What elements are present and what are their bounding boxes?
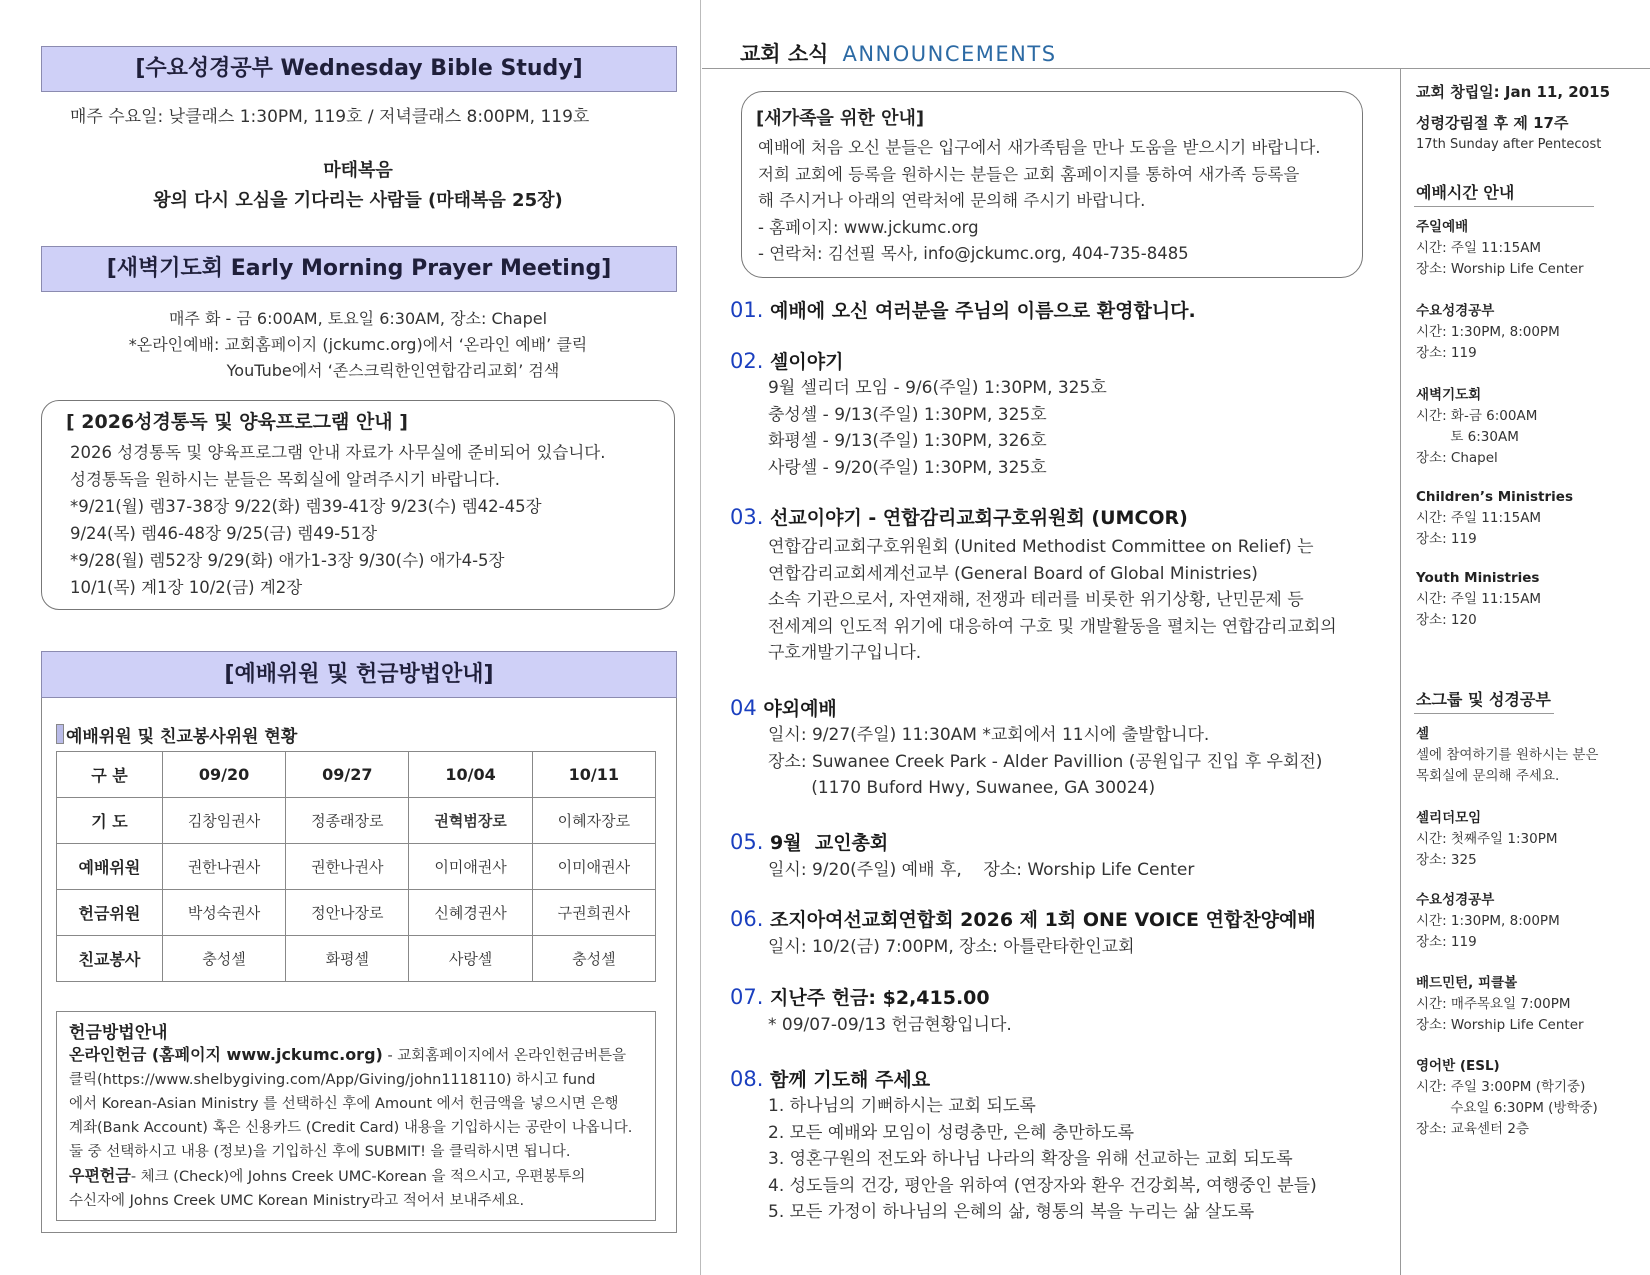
sidebar-divider bbox=[1400, 69, 1401, 1275]
youtube-line: YouTube에서 ‘존스크릭한인연합감리교회’ 검색 bbox=[226, 361, 560, 380]
body-line: 일시: 9/27(주일) 11:30AM *교회에서 11시에 출발합니다. bbox=[768, 725, 1210, 745]
item-number: 05. bbox=[730, 830, 764, 854]
worship-place: 장소: 120 bbox=[1416, 612, 1477, 628]
worship-morning-prayer bbox=[1416, 385, 1537, 469]
mail-offering-text: - 체크 (Check)에 Johns Creek UMC-Korean 을 적으시고, 우편봉투의 bbox=[130, 1169, 586, 1185]
item-heading: 예배에 오신 여러분을 주님의 이름으로 환영합니다. bbox=[770, 300, 1196, 322]
online-offering-line: 에서 Korean-Asian Ministry 를 선택하신 후에 Amount 에서 헌금액을 넣으시면 은행 bbox=[69, 1096, 619, 1112]
duty-title: [예배위원 및 헌금방법안내] bbox=[41, 651, 677, 698]
announcement-02 bbox=[730, 347, 843, 374]
announcement-06 bbox=[730, 905, 1316, 932]
worship-name: Children’s Ministries bbox=[1416, 489, 1573, 505]
group-name: 영어반 (ESL) bbox=[1416, 1058, 1500, 1074]
worship-times-title: 예배시간 안내 bbox=[1416, 183, 1515, 202]
worship-place: 장소: 119 bbox=[1416, 345, 1477, 361]
list-item: 2. 모든 예배와 모임이 성령충만, 은혜 충만하도록 bbox=[768, 1122, 1135, 1143]
body-line: (1170 Buford Hwy, Suwanee, GA 30024) bbox=[768, 778, 1156, 798]
duty-table bbox=[56, 751, 656, 982]
item-number: 02. bbox=[730, 349, 764, 373]
table-cell: 사랑셀 bbox=[409, 936, 532, 982]
table-cell: 이미애권사 bbox=[409, 844, 532, 890]
online-worship-line: *온라인예배: 교회홈페이지 (jckumc.org)에서 ‘온라인 예배’ 클릭 bbox=[128, 335, 588, 354]
liturgical-season-en: 17th Sunday after Pentecost bbox=[1416, 137, 1602, 152]
announcement-04 bbox=[730, 694, 837, 721]
item-heading: 셀이야기 bbox=[770, 351, 844, 373]
group-detail: 시간: 첫째주일 1:30PM bbox=[1416, 831, 1558, 847]
announcement-03 bbox=[730, 503, 1188, 530]
item-number: 07. bbox=[730, 985, 764, 1009]
worship-time: 시간: 주일 11:15AM bbox=[1416, 510, 1542, 526]
body-line: 9월 셀리더 모임 - 9/6(주일) 1:30PM, 325호 bbox=[768, 378, 1107, 398]
worship-title-rule bbox=[1414, 206, 1594, 207]
item-heading: 함께 기도해 주세요 bbox=[770, 1069, 931, 1091]
bible-reading-line: 2026 성경통독 및 양육프로그램 안내 자료가 사무실에 준비되어 있습니다. bbox=[70, 443, 606, 462]
announcement-07 bbox=[730, 983, 990, 1010]
table-cell: 박성숙권사 bbox=[162, 890, 285, 936]
worship-place: 장소: Worship Life Center bbox=[1416, 261, 1584, 277]
body-line: 연합감리교회세계선교부 (General Board of Global Ministries) bbox=[768, 563, 1258, 584]
group-detail: 장소: 119 bbox=[1416, 934, 1477, 950]
worship-wednesday bbox=[1416, 301, 1560, 364]
announcements-title bbox=[740, 38, 1057, 68]
group-wednesday-study bbox=[1416, 890, 1560, 953]
newcomer-line: 예배에 처음 오신 분들은 입구에서 새가족팀을 만나 도움을 받으시기 바랍니다. bbox=[758, 138, 1321, 157]
body-line: 화평셀 - 9/13(주일) 1:30PM, 326호 bbox=[768, 431, 1047, 451]
body-line: * 09/07-09/13 헌금현황입니다. bbox=[768, 1015, 1012, 1035]
body-line: 일시: 9/20(주일) 예배 후, 장소: Worship Life Center bbox=[768, 860, 1195, 880]
item-number: 08. bbox=[730, 1067, 764, 1091]
liturgical-season: 성령강림절 후 제 17주 bbox=[1416, 114, 1569, 132]
body-line: 사랑셀 - 9/20(주일) 1:30PM, 325호 bbox=[768, 457, 1047, 478]
newcomer-homepage: - 홈페이지: www.jckumc.org bbox=[758, 217, 979, 237]
newcomer-line: 해 주시거나 아래의 연락처에 문의해 주시기 바랍니다. bbox=[758, 191, 1146, 210]
worship-time: 시간: 화-금 6:00AM bbox=[1416, 408, 1538, 424]
item-heading: 지난주 헌금: $2,415.00 bbox=[770, 987, 990, 1009]
worship-time: 시간: 주일 11:15AM bbox=[1416, 591, 1542, 607]
online-offering-text: - 교회홈페이지에서 온라인헌금버튼을 bbox=[382, 1048, 627, 1064]
row-label: 헌금위원 bbox=[57, 890, 163, 936]
worship-time: 시간: 주일 11:15AM bbox=[1416, 240, 1542, 256]
announcement-05 bbox=[730, 828, 888, 855]
item-heading: 조지아여선교회연합회 2026 제 1회 ONE VOICE 연합찬양예배 bbox=[770, 909, 1316, 931]
offering-title: 헌금방법안내 bbox=[69, 1023, 168, 1043]
table-cell: 충성셀 bbox=[162, 936, 285, 982]
item-heading: 야외예배 bbox=[763, 698, 837, 720]
table-cell: 신혜경권사 bbox=[409, 890, 532, 936]
group-name: 배드민턴, 피클볼 bbox=[1416, 975, 1518, 991]
online-offering-label: 온라인헌금 (홈페이지 www.jckumc.org) bbox=[69, 1045, 383, 1064]
online-offering-line: 클릭(https://www.shelbygiving.com/App/Giving/john1118110) 하시고 fund bbox=[69, 1072, 596, 1088]
mission-body bbox=[768, 534, 1337, 667]
column-header: 10/04 bbox=[409, 752, 532, 798]
worship-place: 장소: Chapel bbox=[1416, 450, 1498, 466]
wednesday-book: 마태복음 bbox=[323, 160, 393, 181]
bible-reading-line: *9/28(월) 렘52장 9/29(화) 애가1-3장 9/30(수) 애가4-5장 bbox=[70, 551, 505, 570]
group-detail: 시간: 1:30PM, 8:00PM bbox=[1416, 913, 1560, 929]
worship-name: 수요성경공부 bbox=[1416, 303, 1495, 319]
worship-sunday bbox=[1416, 217, 1584, 280]
table-row bbox=[57, 890, 656, 936]
groups-title-rule bbox=[1414, 713, 1554, 714]
table-cell: 화평셀 bbox=[286, 936, 409, 982]
table-cell: 권혁범장로 bbox=[409, 798, 532, 844]
mail-offering-line: 수신자에 Johns Creek UMC Korean Ministry라고 적어서 보내주세요. bbox=[69, 1193, 525, 1209]
announcement-01 bbox=[730, 296, 1196, 323]
prayer-list bbox=[768, 1093, 1317, 1226]
row-label: 예배위원 bbox=[57, 844, 163, 890]
item-heading: 선교이야기 - 연합감리교회구호위원회 (UMCOR) bbox=[770, 507, 1188, 529]
table-row bbox=[57, 936, 656, 982]
column-header: 09/27 bbox=[286, 752, 409, 798]
list-item: 1. 하나님의 기뻐하시는 교회 되도록 bbox=[768, 1096, 1036, 1116]
column-header: 10/11 bbox=[532, 752, 655, 798]
wednesday-title: [수요성경공부 Wednesday Bible Study] bbox=[41, 46, 677, 92]
wednesday-schedule: 매주 수요일: 낮클래스 1:30PM, 119호 / 저녁클래스 8:00PM, 119호 bbox=[70, 107, 590, 127]
body-line: 전세계의 인도적 위기에 대응하여 구호 및 개발활동을 펼치는 연합감리교회의 bbox=[768, 616, 1337, 637]
newcomer-contact: - 연락처: 김선필 목사, info@jckumc.org, 404-735-8485 bbox=[758, 244, 1189, 263]
morning-prayer-line: 매주 화 - 금 6:00AM, 토요일 6:30AM, 장소: Chapel bbox=[168, 309, 548, 328]
small-groups-title: 소그룹 및 성경공부 bbox=[1416, 690, 1551, 709]
item-heading: 9월 교인총회 bbox=[770, 832, 889, 854]
announcements-title-ko: 교회 소식 bbox=[740, 42, 829, 66]
group-cell bbox=[1416, 724, 1598, 787]
table-row bbox=[57, 844, 656, 890]
cell-news-body bbox=[768, 375, 1107, 481]
worship-time: 시간: 1:30PM, 8:00PM bbox=[1416, 324, 1560, 340]
group-name: 셀 bbox=[1416, 726, 1430, 742]
bible-reading-line: *9/21(월) 렘37-38장 9/22(화) 렘39-41장 9/23(수) 렘42-45장 bbox=[70, 497, 542, 516]
table-cell: 권한나권사 bbox=[162, 844, 285, 890]
announcement-08 bbox=[730, 1065, 930, 1092]
group-name: 수요성경공부 bbox=[1416, 892, 1495, 908]
item-number: 03. bbox=[730, 505, 764, 529]
bible-reading-line: 10/1(목) 계1장 10/2(금) 계2장 bbox=[70, 578, 303, 597]
worship-name: 새벽기도회 bbox=[1416, 387, 1482, 403]
table-cell: 이미애권사 bbox=[532, 844, 655, 890]
bible-reading-title: [ 2026성경통독 및 양육프로그램 안내 ] bbox=[66, 411, 408, 433]
body-line: 구호개발기구입니다. bbox=[768, 643, 922, 663]
worship-name: Youth Ministries bbox=[1416, 570, 1540, 586]
table-cell: 정안나장로 bbox=[286, 890, 409, 936]
bible-reading-line: 성경통독을 원하시는 분들은 목회실에 알려주시기 바랍니다. bbox=[70, 470, 500, 489]
announcements-title-en: ANNOUNCEMENTS bbox=[842, 42, 1057, 66]
table-cell: 정종래장로 bbox=[286, 798, 409, 844]
bible-reading-box bbox=[41, 400, 675, 610]
worship-name: 주일예배 bbox=[1416, 219, 1469, 235]
group-detail: 장소: Worship Life Center bbox=[1416, 1017, 1584, 1033]
worship-children bbox=[1416, 487, 1573, 550]
group-detail: 수요일 6:30PM (방학중) bbox=[1416, 1100, 1598, 1116]
page-fold-divider bbox=[700, 0, 701, 1275]
worship-place: 장소: 119 bbox=[1416, 531, 1477, 547]
group-cell-leaders bbox=[1416, 808, 1557, 871]
body-line: 연합감리교회구호위원회 (United Methodist Committee on Relief) 는 bbox=[768, 537, 1314, 557]
group-detail: 목회실에 문의해 주세요. bbox=[1416, 768, 1560, 784]
table-cell: 권한나권사 bbox=[286, 844, 409, 890]
table-header-row bbox=[57, 752, 656, 798]
group-name: 셀리더모임 bbox=[1416, 810, 1482, 826]
outdoor-worship-body bbox=[768, 722, 1322, 802]
group-detail: 시간: 매주목요일 7:00PM bbox=[1416, 996, 1571, 1012]
table-cell: 김창임권사 bbox=[162, 798, 285, 844]
table-row bbox=[57, 798, 656, 844]
group-badminton bbox=[1416, 973, 1584, 1036]
offering-box bbox=[56, 1011, 656, 1221]
body-line: 장소: Suwanee Creek Park - Alder Pavillion (공원입구 진입 후 우회전) bbox=[768, 751, 1323, 772]
column-header: 09/20 bbox=[162, 752, 285, 798]
group-esl bbox=[1416, 1056, 1598, 1140]
body-line: 충성셀 - 9/13(주일) 1:30PM, 325호 bbox=[768, 404, 1047, 425]
list-item: 3. 영혼구원의 전도와 하나님 나라의 확장을 위해 선교하는 교회 되도록 bbox=[768, 1149, 1293, 1169]
group-detail: 셀에 참여하기를 원하시는 분은 bbox=[1416, 747, 1599, 763]
duty-subtitle: 예배위원 및 친교봉사위원 현황 bbox=[66, 727, 298, 747]
row-label: 친교봉사 bbox=[57, 936, 163, 982]
group-detail: 장소: 교육센터 2층 bbox=[1416, 1121, 1530, 1137]
wednesday-topic: 왕의 다시 오심을 기다리는 사람들 (마태복음 25장) bbox=[153, 190, 563, 211]
worship-time: 토 6:30AM bbox=[1416, 429, 1519, 445]
table-cell: 이혜자장로 bbox=[532, 798, 655, 844]
body-line: 일시: 10/2(금) 7:00PM, 장소: 아틀란타한인교회 bbox=[768, 937, 1135, 957]
body-line: 소속 기관으로서, 자연재해, 전쟁과 테러를 비롯한 위기상황, 난민문제 등 bbox=[768, 590, 1304, 610]
founded-date: 교회 창립일: Jan 11, 2015 bbox=[1416, 83, 1611, 101]
online-offering-line: 계좌(Bank Account) 혹은 신용카드 (Credit Card) 내용을 기입하시는 공란이 나옵니다. bbox=[69, 1120, 633, 1136]
table-cell: 충성셀 bbox=[532, 936, 655, 982]
row-label: 기 도 bbox=[57, 798, 163, 844]
table-cell: 구권희권사 bbox=[532, 890, 655, 936]
list-item: 4. 성도들의 건강, 평안을 위하여 (연장자와 환우 건강회복, 여행중인 분들) bbox=[768, 1175, 1317, 1196]
worship-youth bbox=[1416, 568, 1541, 631]
online-offering-line: 둘 중 선택하시고 내용 (정보)을 기입하신 후에 SUBMIT! 을 클릭하시면 됩니다. bbox=[69, 1144, 571, 1160]
title-rule bbox=[702, 68, 1650, 69]
item-number: 06. bbox=[730, 907, 764, 931]
item-number: 01. bbox=[730, 298, 764, 322]
subtitle-marker bbox=[56, 724, 64, 744]
item-number: 04 bbox=[730, 696, 757, 720]
mail-offering-label: 우편헌금 bbox=[69, 1166, 131, 1185]
group-detail: 장소: 325 bbox=[1416, 852, 1477, 868]
newcomer-line: 저희 교회에 등록을 원하시는 분들은 교회 홈페이지를 통하여 새가족 등록을 bbox=[758, 164, 1300, 184]
bible-reading-line: 9/24(목) 렘46-48장 9/25(금) 렘49-51장 bbox=[70, 524, 378, 543]
group-detail: 시간: 주일 3:00PM (학기중) bbox=[1416, 1079, 1586, 1095]
newcomer-title: [새가족을 위한 안내] bbox=[756, 108, 925, 129]
list-item: 5. 모든 가정이 하나님의 은혜의 삶, 형통의 복을 누리는 삶 살도록 bbox=[768, 1202, 1255, 1222]
newcomer-box bbox=[741, 91, 1363, 278]
column-header: 구 분 bbox=[57, 752, 163, 798]
morning-prayer-title: [새벽기도회 Early Morning Prayer Meeting] bbox=[41, 246, 677, 292]
